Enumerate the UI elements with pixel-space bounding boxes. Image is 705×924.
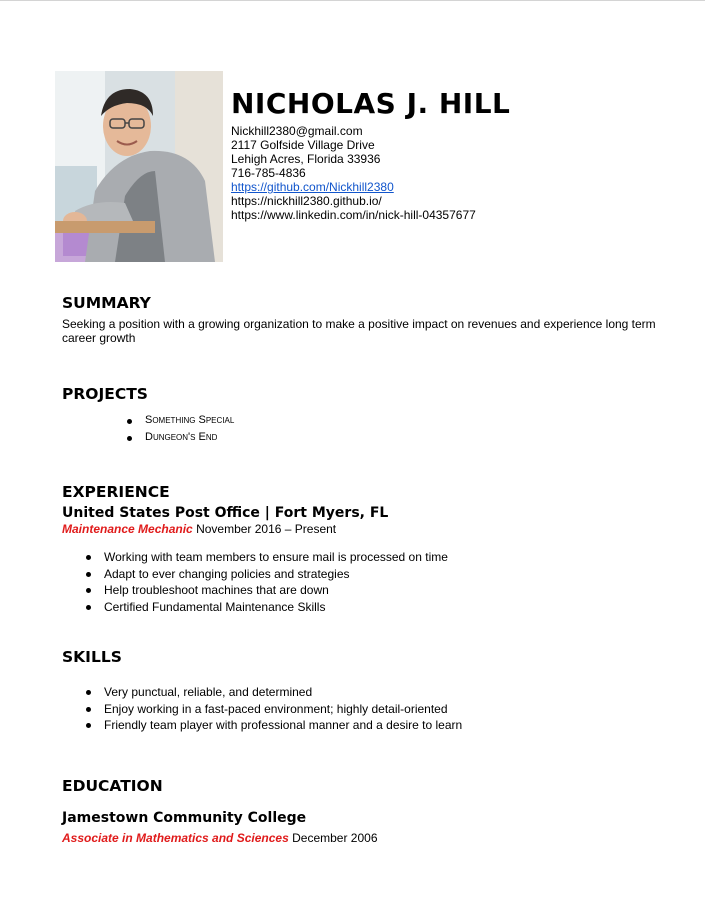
job-role	[62, 522, 336, 536]
list-item: Certified Fundamental Maintenance Skills	[84, 599, 448, 616]
skills-heading: SKILLS	[62, 648, 122, 666]
list-item: Dungeon's End	[125, 429, 234, 446]
list-item: Something Special	[125, 412, 234, 429]
school-name: Jamestown Community College	[62, 810, 307, 826]
profile-photo-illustration	[55, 71, 223, 262]
github-link[interactable]: https://github.com/Nickhill2380	[231, 180, 394, 194]
contact-phone: 716-785-4836	[231, 166, 306, 180]
degree-date: December 2006	[292, 831, 378, 845]
projects-list	[125, 412, 234, 446]
list-item: Enjoy working in a fast-paced environment; highly detail-oriented	[84, 701, 462, 718]
skills-bullets	[84, 684, 462, 734]
degree-line	[62, 831, 378, 845]
projects-heading: PROJECTS	[62, 385, 148, 403]
job-dates: November 2016 – Present	[196, 522, 337, 536]
list-item: Adapt to ever changing policies and strategies	[84, 566, 448, 583]
job-title: Maintenance Mechanic	[62, 522, 193, 536]
candidate-name: NICHOLAS J. HILL	[231, 87, 511, 120]
list-item: Help troubleshoot machines that are down	[84, 582, 448, 599]
experience-heading: EXPERIENCE	[62, 483, 170, 501]
page-top-border	[0, 0, 705, 1]
employer-name: United States Post Office | Fort Myers, FL	[62, 505, 389, 521]
contact-linkedin: https://www.linkedin.com/in/nick-hill-04357677	[231, 208, 476, 222]
experience-bullets	[84, 549, 448, 615]
summary-text: Seeking a position with a growing organization to make a positive impact on revenues and experience long term career growth	[62, 317, 656, 345]
contact-github-pages: https://nickhill2380.github.io/	[231, 194, 382, 208]
contact-street: 2117 Golfside Village Drive	[231, 138, 375, 152]
contact-block	[231, 124, 476, 222]
list-item: Very punctual, reliable, and determined	[84, 684, 462, 701]
degree-title: Associate in Mathematics and Sciences	[62, 831, 289, 845]
summary-heading: SUMMARY	[62, 294, 151, 312]
education-heading: EDUCATION	[62, 777, 163, 795]
list-item: Friendly team player with professional manner and a desire to learn	[84, 717, 462, 734]
contact-email: Nickhill2380@gmail.com	[231, 124, 363, 138]
list-item: Working with team members to ensure mail is processed on time	[84, 549, 448, 566]
profile-photo	[55, 71, 223, 262]
contact-city: Lehigh Acres, Florida 33936	[231, 152, 381, 166]
